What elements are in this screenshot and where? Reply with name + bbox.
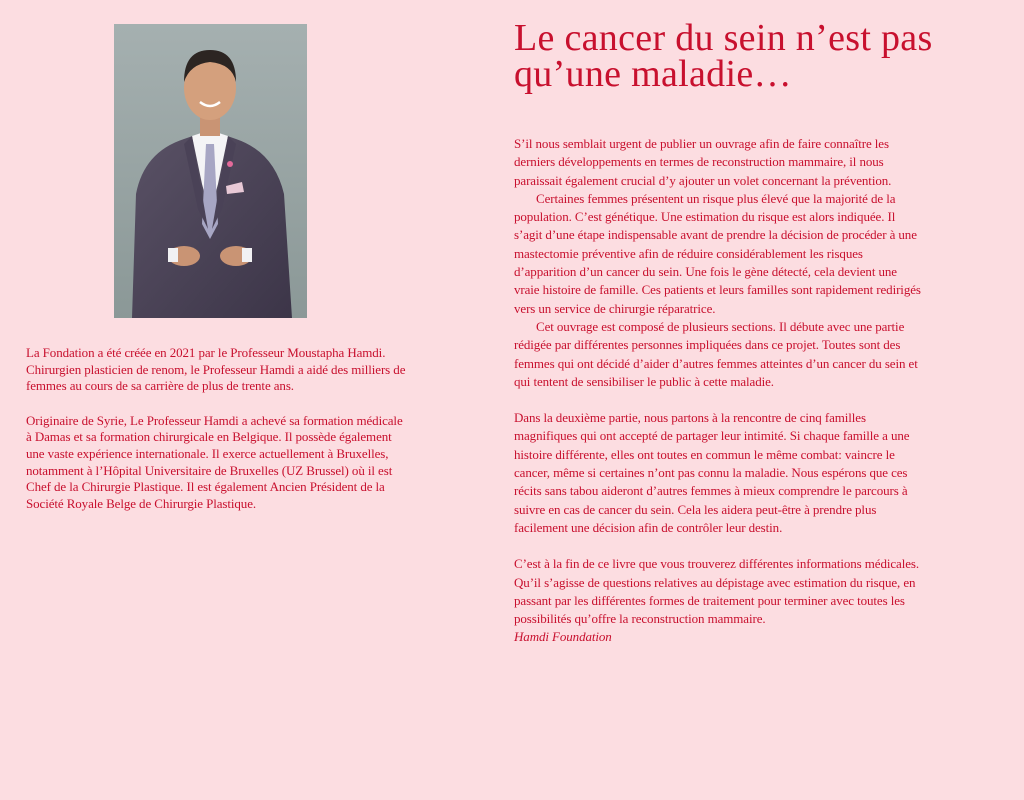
body-paragraph-5: C’est à la fin de ce livre que vous trouverez différentes informations médicales. Qu’il s’agisse de questions relatives au dépistage avec estimation du risque, en passant par les différentes formes de traitement pour terminer avec toutes les possibilités qu’offre la reconstruction mammaire. bbox=[514, 556, 919, 627]
body-paragraph-3: Cet ouvrage est composé de plusieurs sections. Il débute avec une partie rédigée par différentes personnes impliquées dans ce projet. Toutes sont des femmes qui ont décidé d’aider d’autres femmes atteintes d’un cancer du sein et qui tentent de sensibiliser le public à cette maladie. bbox=[514, 318, 918, 389]
biography-paragraph-1: La Fondation a été créée en 2021 par le Professeur Moustapha Hamdi. Chirurgien plasticien de renom, le Professeur Hamdi a aidé des milliers de femmes au cours de sa carrière de plus de trente ans. bbox=[26, 345, 406, 394]
preface-body bbox=[514, 135, 924, 647]
left-column bbox=[26, 0, 406, 800]
signature: Hamdi Foundation bbox=[514, 629, 612, 645]
body-paragraph-4: Dans la deuxième partie, nous partons à la rencontre de cinq familles magnifiques qui ont accepté de partager leur intimité. Si chaque famille a une histoire différente, elles ont toutes en commun le même combat: vaincre le cancer, même si certaines n’ont pas connu la maladie. Nous espérons que ces récits sans tabou aideront d’autres femmes à mieux comprendre le parcours à suivre en cas de cancer du sein. Cela les aidera peut-être à prendre plus facilement une décision afin de contrôler leur destin. bbox=[514, 410, 910, 535]
body-paragraph-2: Certaines femmes présentent un risque plus élevé que la majorité de la population. C’est génétique. Une estimation du risque est alors indiquée. Il s’agit d’une étape indispensable avant de prendre la décision de procéder à une mastectomie préventive afin de réduire considérablement les risques d’apparition d’un cancer du sein. Une fois le gène détecté, cela devient une vraie histoire de famille. Ces patients et leurs familles sont rapidement redirigés vers un service de chirurgie réparatrice. bbox=[514, 190, 921, 316]
founder-biography bbox=[26, 345, 406, 530]
body-paragraph-1: S’il nous semblait urgent de publier un ouvrage afin de faire connaître les derniers développements en termes de reconstruction mammaire, il nous paraissait également crucial d’y ajouter un volet concernant la prévention. bbox=[514, 136, 892, 188]
page-title: Le cancer du sein n’est pas qu’une maladie… bbox=[514, 17, 933, 95]
portrait-illustration bbox=[114, 24, 307, 318]
portrait-photo bbox=[114, 24, 307, 318]
biography-paragraph-2: Originaire de Syrie, Le Professeur Hamdi a achevé sa formation médicale à Damas et sa formation chirurgicale en Belgique. Il possède également une vaste expérience internationale. Il exerce actuellement à Bruxelles, notamment à l’Hôpital Universitaire de Bruxelles (UZ Brussel) où il est Chef de la Chirurgie Plastique. Il est également Ancien Président de la Société Royale Belge de Chirurgie Plastique. bbox=[26, 412, 403, 511]
